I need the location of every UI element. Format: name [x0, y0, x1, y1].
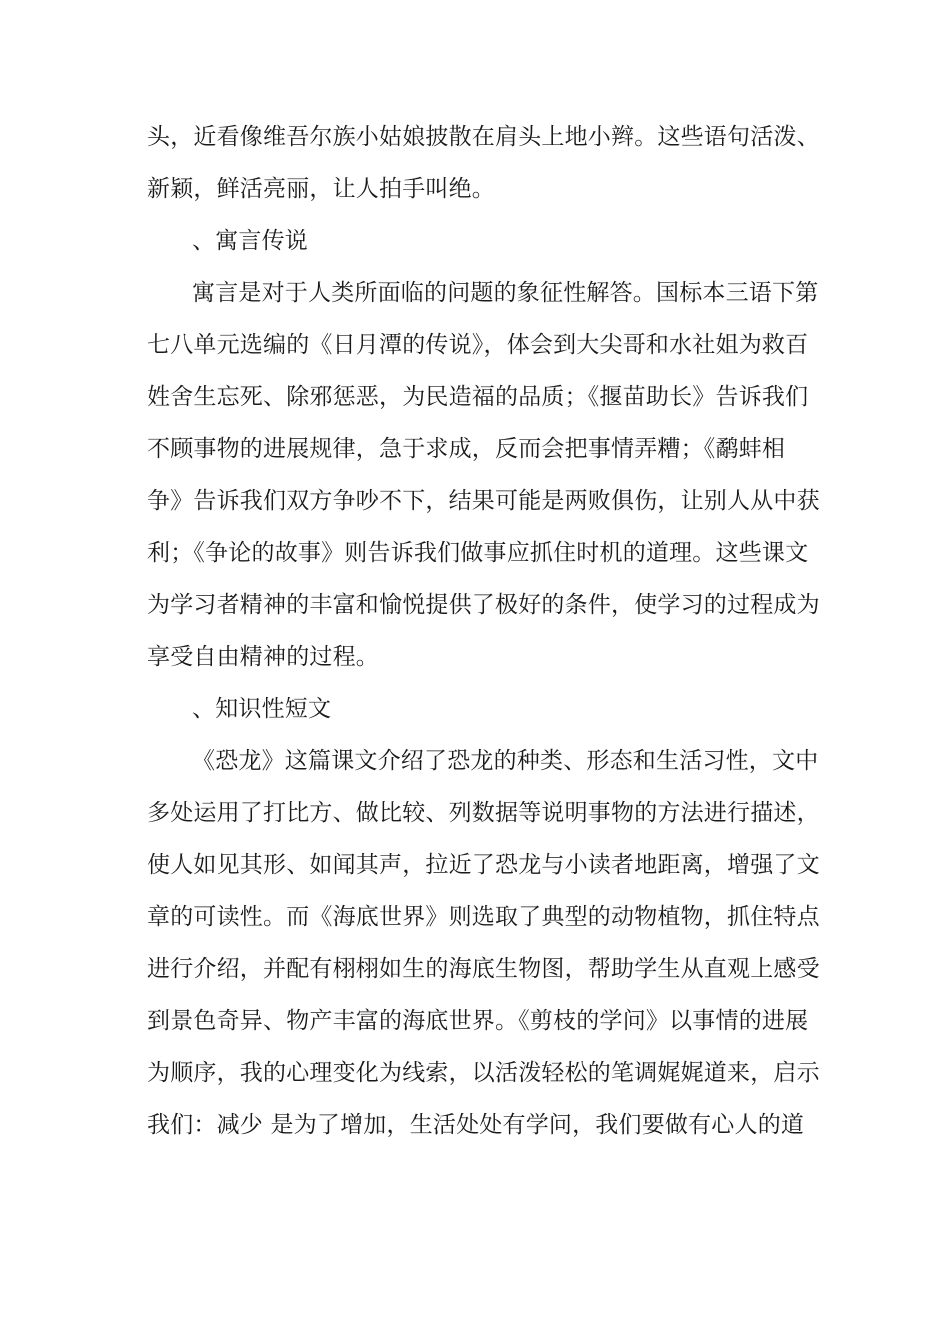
text-line: 享受自由精神的过程。 — [147, 644, 379, 670]
text-line: 多处运用了打比方、做比较、列数据等说明事物的方法进行描述， — [147, 800, 820, 826]
text-line: 为顺序，我的心理变化为线索，以活泼轻松的笔调娓娓道来，启示 — [147, 1060, 820, 1086]
text-line: 寓言是对于人类所面临的问题的象征性解答。国标本三语下第 — [192, 280, 819, 306]
section-heading: 、寓言传说 — [192, 228, 308, 254]
text-line: 姓舍生忘死、除邪惩恶，为民造福的品质；《揠苗助长》告诉我们 — [147, 384, 809, 410]
text-line: 利；《争论的故事》则告诉我们做事应抓住时机的道理。这些课文 — [147, 540, 809, 566]
text-line: 头，近看像维吾尔族小姑娘披散在肩头上地小辫。这些语句活泼、 — [147, 124, 820, 150]
text-line: 使人如见其形、如闻其声，拉近了恐龙与小读者地距离，增强了文 — [147, 852, 820, 878]
text-line: 章的可读性。而《海底世界》则选取了典型的动物植物，抓住特点 — [147, 904, 820, 930]
text-line: 争》告诉我们双方争吵不下，结果可能是两败俱伤，让别人从中获 — [147, 488, 820, 514]
text-line: 《恐龙》这篇课文介绍了恐龙的种类、形态和生活习性，文中 — [192, 748, 819, 774]
section-heading: 、知识性短文 — [192, 696, 332, 722]
text-line: 为学习者精神的丰富和愉悦提供了极好的条件，使学习的过程成为 — [147, 592, 820, 618]
text-line: 不顾事物的进展规律，急于求成，反而会把事情弄糟；《鹬蚌相 — [147, 436, 786, 462]
text-line: 我们：减少 是为了增加，生活处处有学问，我们要做有心人的道 — [147, 1112, 805, 1138]
text-line: 新颖，鲜活亮丽，让人拍手叫绝。 — [147, 176, 495, 202]
text-line: 到景色奇异、物产丰富的海底世界。《剪枝的学问》以事情的进展 — [147, 1008, 809, 1034]
text-line: 进行介绍，并配有栩栩如生的海底生物图，帮助学生从直观上感受 — [147, 956, 820, 982]
text-line: 七八单元选编的《日月潭的传说》，体会到大尖哥和水社姐为救百 — [147, 332, 809, 358]
